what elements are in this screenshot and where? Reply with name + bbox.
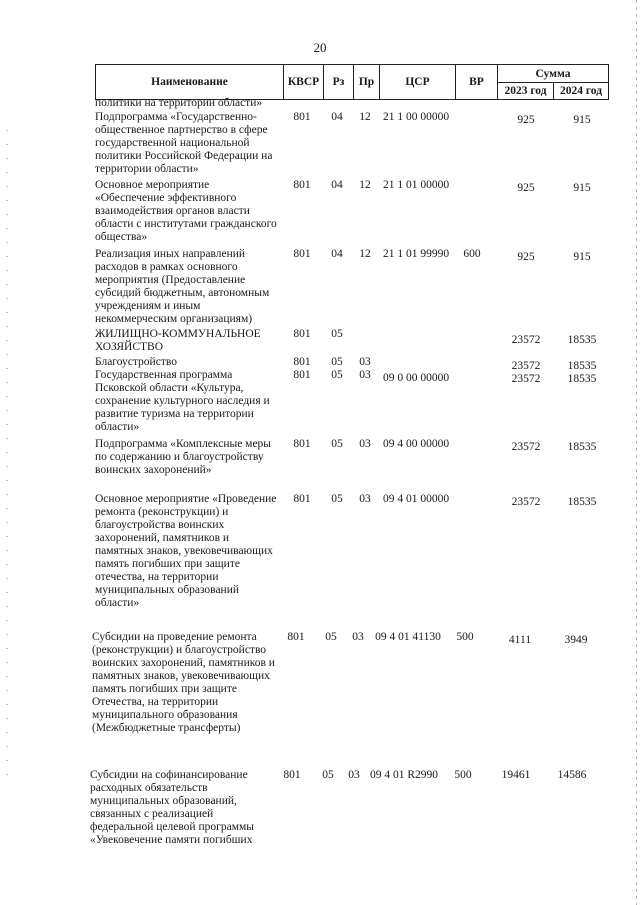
row-sum-2024: 18535 [567, 496, 597, 508]
scan-artifact-right [636, 0, 637, 905]
row-rz: 05 [325, 631, 337, 643]
row-kvsr: 801 [293, 248, 311, 260]
row-sum-2023: 4111 [508, 634, 532, 646]
header-rz: Рз [324, 65, 354, 99]
row-sum-2023: 19461 [501, 769, 531, 781]
row-sum-2024: 18535 [567, 360, 597, 372]
row-kvsr: 801 [293, 111, 311, 123]
row-vr: 600 [463, 248, 481, 260]
row-rz: 04 [331, 111, 343, 123]
row-kvsr: 801 [293, 356, 311, 368]
header-vr: ВР [456, 65, 498, 99]
row-name: Основное мероприятие «Проведение ремонта (реконструкции) и благоустройства воинских захоронений, памятников и памятных знаков, увековечивающих память погибших при защите отечества, на территории муниципальных образований области» [95, 493, 277, 609]
row-csr: 21 1 00 00000 [382, 111, 450, 123]
row-sum-2023: 925 [517, 114, 535, 126]
row-pr: 12 [359, 179, 371, 191]
row-sum-2024: 18535 [567, 441, 597, 453]
row-pr: 03 [348, 769, 360, 781]
row-rz: 05 [331, 493, 343, 505]
row-csr: 21 1 01 00000 [382, 179, 450, 191]
row-kvsr: 801 [293, 328, 311, 340]
row-sum-2023: 925 [517, 182, 535, 194]
header-name: Наименование [96, 65, 284, 99]
row-rz: 05 [331, 438, 343, 450]
row-pr: 03 [359, 493, 371, 505]
row-kvsr: 801 [293, 438, 311, 450]
row-rz: 04 [331, 179, 343, 191]
row-name: Реализация иных направлений расходов в рамках основного мероприятия (Предоставление субсидий бюджетным, автономным учреждениям и иным некоммерческим организациям) [95, 248, 270, 325]
row-name: политики на территории области» [95, 97, 263, 109]
row-sum-2024: 915 [573, 182, 591, 194]
row-sum-2023: 925 [517, 251, 535, 263]
row-vr: 500 [456, 631, 474, 643]
row-kvsr: 801 [293, 369, 311, 381]
row-rz: 04 [331, 248, 343, 260]
row-name: Благоустройство [95, 356, 177, 368]
row-name: Подпрограмма «Государственно-общественное партнерство в сфере государственной национальной политики Российской Федерации на территории области» [95, 111, 273, 175]
row-rz: 05 [331, 328, 343, 340]
row-sum-2024: 915 [573, 251, 591, 263]
row-sum-2024: 18535 [567, 334, 597, 346]
row-sum-2024: 14586 [557, 769, 587, 781]
row-sum-2023: 23572 [511, 334, 541, 346]
row-csr: 09 0 00 00000 [382, 372, 450, 384]
row-csr: 21 1 01 99990 [382, 248, 450, 260]
row-vr: 500 [454, 769, 472, 781]
row-kvsr: 801 [293, 493, 311, 505]
row-kvsr: 801 [293, 179, 311, 191]
row-sum-2023: 23572 [511, 373, 541, 385]
header-csr: ЦСР [380, 65, 456, 99]
row-pr: 03 [352, 631, 364, 643]
table-header [95, 64, 609, 100]
row-csr: 09 4 01 00000 [382, 493, 450, 505]
page-number: 20 [313, 40, 327, 55]
row-pr: 03 [359, 438, 371, 450]
row-sum-2023: 23572 [511, 496, 541, 508]
row-kvsr: 801 [287, 631, 305, 643]
row-name: ЖИЛИЩНО-КОММУНАЛЬНОЕ ХОЗЯЙСТВО [95, 328, 261, 353]
header-sum: Сумма [498, 65, 608, 83]
row-csr: 09 4 00 00000 [382, 438, 450, 450]
row-name: Подпрограмма «Комплексные меры по содержанию и благоустройству воинских захоронений» [95, 438, 272, 476]
scan-artifact-left [6, 130, 8, 780]
row-rz: 05 [322, 769, 334, 781]
row-sum-2024: 3949 [564, 634, 588, 646]
header-pr: Пр [354, 65, 380, 99]
row-csr: 09 4 01 R2990 [369, 769, 439, 781]
row-name: Субсидии на проведение ремонта (реконструкции) и благоустройство воинских захоронений, памятников и памятных знаков, увековечивающих память погибших при защите Отечества, на территории муниципального образования (Межбюджетные трансферты) [92, 631, 275, 734]
row-name: Основное мероприятие «Обеспечение эффективного взаимодействия органов власти области с институтами гражданского общества» [95, 179, 277, 243]
row-name: Государственная программа Псковской области «Культура, сохранение культурного наследия и развитие туризма на территории области» [95, 369, 270, 433]
header-year-2023: 2023 год [498, 83, 554, 99]
row-sum-2024: 915 [573, 114, 591, 126]
row-pr: 12 [359, 111, 371, 123]
row-name: Субсидии на софинансирование расходных обязательств муниципальных образований, связанных с реализацией федеральной целевой программы «Увековечение памяти погибших [90, 769, 254, 846]
row-rz: 05 [331, 369, 343, 381]
row-kvsr: 801 [283, 769, 301, 781]
header-kvsr: КВСР [284, 65, 324, 99]
header-year-2024: 2024 год [559, 85, 603, 97]
row-pr: 12 [359, 248, 371, 260]
row-pr: 03 [359, 369, 371, 381]
row-csr: 09 4 01 41130 [375, 631, 441, 643]
row-sum-2023: 23572 [511, 360, 541, 372]
row-rz: 05 [331, 356, 343, 368]
row-pr: 03 [359, 356, 371, 368]
row-sum-2024: 18535 [567, 373, 597, 385]
row-sum-2023: 23572 [511, 441, 541, 453]
